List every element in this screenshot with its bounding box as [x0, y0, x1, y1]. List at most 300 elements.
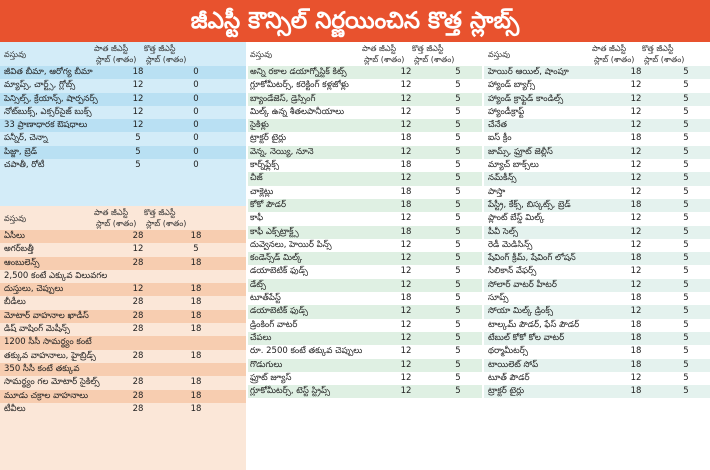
item-name: కోకో పౌడర్: [250, 199, 286, 210]
item-name: సోయా మిల్క్ డ్రింక్స్: [488, 306, 554, 317]
header-new-rate-unit: స్లాబ్ (శాతం): [644, 55, 685, 64]
item-name: పేస్ట్రీ, కేక్స్, బిస్కట్స్, బ్రెడ్: [488, 199, 571, 210]
new-rate: 5: [683, 386, 689, 397]
new-rate: 5: [455, 346, 461, 357]
table-row: [484, 385, 710, 398]
new-rate: 18: [190, 310, 202, 321]
table-row: [0, 243, 246, 256]
table-row: [0, 270, 246, 283]
old-rate: 18: [630, 359, 642, 370]
old-rate: 12: [400, 279, 412, 290]
new-rate: 5: [683, 293, 689, 304]
new-rate: 0: [193, 80, 199, 91]
old-rate: 12: [400, 173, 412, 184]
item-name: 2,500 కంటే ఎక్కువ విలువగల: [4, 270, 108, 281]
old-rate: 12: [630, 226, 642, 237]
item-name: కండెన్స్‌డ్ మిల్క్: [250, 253, 303, 264]
table-row: [248, 359, 482, 372]
table-row: [248, 226, 482, 239]
new-rate: 18: [190, 231, 202, 241]
item-name: టూత్ పౌడర్: [488, 372, 530, 383]
new-rate: 5: [455, 186, 461, 197]
old-rate: 28: [132, 324, 144, 335]
old-rate: 12: [630, 80, 642, 91]
new-rate: 5: [683, 359, 689, 370]
table-row: [248, 186, 482, 199]
item-name: అగర్‌బత్తీ: [4, 244, 34, 255]
old-rate: 12: [630, 372, 642, 383]
new-rate: 5: [683, 279, 689, 290]
item-name: చాక్లెట్లు: [250, 186, 274, 197]
header-new-rate: కొత్త జీఎస్టీ: [144, 44, 176, 53]
table-row: [484, 119, 710, 132]
old-rate: 28: [132, 231, 144, 241]
new-rate: 0: [193, 160, 199, 171]
table-row: [248, 279, 482, 292]
old-rate: 12: [630, 120, 642, 131]
table-row: [0, 159, 246, 172]
table-row: [484, 106, 710, 119]
table-row: [484, 132, 710, 145]
old-rate: 18: [132, 67, 144, 77]
item-name: ట్రాక్టర్ టైర్లు: [250, 133, 287, 144]
new-rate: 5: [455, 372, 461, 383]
item-name: కాఫీ ఎక్స్‌ట్రాక్ట్స్: [250, 226, 299, 237]
table-row: [248, 212, 482, 225]
item-name: పిజ్జా, బ్రెడ్: [4, 146, 38, 157]
table-row: [0, 363, 246, 376]
table-row: [484, 66, 710, 79]
header-old-rate-unit: స్లాబ్ (శాతం): [594, 55, 635, 64]
old-rate: 18: [630, 332, 642, 343]
old-rate: 18: [630, 293, 642, 304]
table-row: [484, 279, 710, 292]
item-name: మ్యాచ్ బాక్స్‌లు: [488, 160, 539, 171]
item-name: ఐస్ క్రీం: [488, 133, 512, 144]
header-new-rate: కొత్త జీఎస్టీ: [412, 44, 444, 53]
new-rate: 5: [683, 133, 689, 144]
page-title-banner: జీఎస్టీ కౌన్సిల్ నిర్ణయించిన కొత్త స్లాబ్స్: [0, 0, 710, 42]
item-name: హ్యాండీక్రాఫ్ట్: [488, 106, 525, 117]
table-row: [248, 319, 482, 332]
old-rate: 12: [400, 80, 412, 91]
middle-table: [248, 42, 482, 470]
item-name: ట్రాక్టర్ టైర్లు: [488, 386, 525, 397]
old-rate: 5: [135, 160, 141, 171]
old-rate: 18: [630, 386, 642, 397]
item-name: జీవిత బీమా, ఆరోగ్య బీమా: [4, 67, 93, 77]
header-old-rate-unit: స్లాబ్ (శాతం): [96, 219, 137, 228]
item-name: సోలార్ వాటర్ హీటర్: [488, 279, 557, 290]
new-rate: 5: [455, 306, 461, 317]
item-name: టీవీలు: [4, 403, 26, 414]
table-row: [0, 403, 246, 416]
new-rate: 5: [683, 226, 689, 237]
item-name: పీవీ సెల్స్: [488, 226, 519, 237]
table-row: [248, 345, 482, 358]
old-rate: 18: [630, 346, 642, 357]
table-row: [248, 252, 482, 265]
table-row: [0, 310, 246, 323]
table-row: [0, 106, 246, 119]
table-row: [248, 372, 482, 385]
item-name: మూడు చక్రాల వాహనాలు: [4, 390, 89, 401]
item-name: నోట్‌బుక్స్, ఎక్సర్‌సైజ్ బుక్స్: [4, 106, 92, 117]
new-rate: 5: [683, 160, 689, 171]
table-header: [0, 42, 246, 66]
item-name: దువ్వెనలు, హెయిర్ పిన్స్: [250, 239, 332, 250]
table-row: [248, 132, 482, 145]
new-rate: 5: [455, 80, 461, 91]
header-item: వస్తువు: [250, 50, 273, 59]
item-name: హ్యాండ్ క్రాఫ్టెడ్ కాండిల్స్: [488, 93, 564, 104]
table-header: [248, 42, 482, 66]
new-rate: 5: [455, 266, 461, 277]
old-rate: 12: [132, 244, 144, 255]
table-row: [248, 159, 482, 172]
table-row: [484, 186, 710, 199]
new-rate: 5: [455, 293, 461, 304]
table-row: [0, 66, 246, 79]
item-name: వెన్న, నెయ్యి, నూనె: [250, 146, 314, 157]
old-rate: 12: [132, 284, 144, 295]
header-new-rate: కొత్త జీఎస్టీ: [642, 44, 674, 53]
table-row: [484, 305, 710, 318]
table-row: [0, 376, 246, 389]
old-rate: 28: [132, 350, 144, 361]
new-rate: 5: [683, 67, 689, 77]
new-rate: 5: [455, 199, 461, 210]
old-rate: 12: [400, 253, 412, 264]
old-rate: 28: [132, 403, 144, 414]
item-name: మ్యాప్స్, చార్ట్స్, గ్లోబ్స్: [4, 80, 76, 91]
item-name: పెన్సిల్స్, క్రేయాన్స్, షార్పనర్స్: [4, 93, 98, 104]
table-row: [248, 239, 482, 252]
item-name: మిల్క్ ఉన్న శీతలపానీయాలు: [250, 106, 345, 117]
table-row: [484, 239, 710, 252]
item-name: కార్న్‌ఫ్లేక్స్: [250, 160, 280, 171]
new-rate: 0: [193, 120, 199, 131]
table-row: [248, 79, 482, 92]
old-rate: 12: [630, 239, 642, 250]
item-name: డయాబెటిక్ ఫుడ్స్: [250, 266, 308, 277]
table-row: [484, 292, 710, 305]
item-name: తక్కువ వాహనాలు, హైబ్రిడ్స్: [4, 350, 96, 361]
old-rate: 12: [400, 346, 412, 357]
table-row: [0, 336, 246, 349]
header-old-rate: పాత జీఎస్టీ: [592, 44, 627, 53]
header-new-rate-unit: స్లాబ్ (శాతం): [146, 55, 187, 64]
item-name: డేట్స్: [250, 279, 266, 290]
table-row: [484, 172, 710, 185]
new-rate: 5: [683, 199, 689, 210]
old-rate: 12: [400, 306, 412, 317]
item-name: చేనేత: [488, 120, 508, 131]
new-rate: 5: [683, 186, 689, 197]
new-rate: 18: [190, 257, 202, 268]
new-rate: 5: [455, 239, 461, 250]
old-rate: 28: [132, 297, 144, 308]
old-rate: 12: [630, 146, 642, 157]
new-rate: 5: [455, 173, 461, 184]
old-rate: 12: [400, 93, 412, 104]
item-name: టాల్కమ్ పౌడర్, ఫేస్ పౌడర్: [488, 319, 580, 330]
item-name: రూ. 2500 కంటే తక్కువ చెప్పులు: [250, 346, 363, 357]
new-rate: 5: [683, 213, 689, 224]
table-row: [0, 283, 246, 296]
new-rate: 5: [455, 279, 461, 290]
item-name: పాస్తా: [488, 186, 506, 197]
old-rate: 18: [630, 67, 642, 77]
new-rate: 5: [683, 93, 689, 104]
old-rate: 18: [630, 133, 642, 144]
old-rate: 12: [400, 372, 412, 383]
table-row: [0, 119, 246, 132]
item-name: హ్యాండ్ బ్యాగ్స్: [488, 80, 536, 91]
table-row: [248, 119, 482, 132]
item-name: ఫ్రూట్ జ్యూస్: [250, 372, 292, 383]
new-rate: 5: [455, 106, 461, 117]
table-row: [484, 319, 710, 332]
old-rate: 12: [630, 106, 642, 117]
item-name: పన్నీర్, చెన్నా: [4, 133, 48, 144]
header-old-rate: పాత జీఎస్టీ: [94, 44, 129, 53]
table-row: [484, 332, 710, 345]
table-row: [0, 93, 246, 106]
new-rate: 5: [683, 120, 689, 131]
item-name: గొడుగులు: [250, 359, 283, 370]
item-name: 350 సీసీ కంటే తక్కువ: [4, 363, 80, 374]
table-row: [484, 146, 710, 159]
item-name: గ్లూకోమీటర్స్, కరెక్టింగ్ కళ్లజోళ్లు: [250, 80, 349, 91]
table-row: [248, 93, 482, 106]
old-rate: 18: [400, 293, 412, 304]
item-name: హెయిర్ ఆయిల్, షాంపూ: [488, 67, 569, 77]
table-row: [0, 132, 246, 145]
new-rate: 18: [190, 377, 202, 388]
new-rate: 18: [190, 297, 202, 308]
new-rate: 5: [683, 80, 689, 91]
item-name: టూత్‌పేస్ట్: [250, 293, 281, 304]
new-rate: 5: [683, 239, 689, 250]
new-rate: 5: [683, 173, 689, 184]
new-rate: 5: [455, 160, 461, 171]
item-name: మోటార్ వాహనాల ఖాడీస్: [4, 310, 89, 321]
item-name: సిలికాన్ వేఫర్స్: [488, 266, 537, 277]
item-name: డయాబెటిక్ ఫుడ్స్: [250, 306, 308, 317]
new-rate: 5: [683, 306, 689, 317]
table-row: [0, 79, 246, 92]
table-row: [248, 172, 482, 185]
old-rate: 12: [400, 213, 412, 224]
table-row: [484, 212, 710, 225]
item-name: సైకిళ్లు: [250, 120, 269, 131]
table-row: [0, 257, 246, 270]
item-name: కాఫీ: [250, 213, 264, 224]
table-row: [248, 199, 482, 212]
old-rate: 12: [630, 213, 642, 224]
old-rate: 12: [400, 266, 412, 277]
new-rate: 5: [455, 332, 461, 343]
old-rate: 12: [400, 332, 412, 343]
old-rate: 18: [400, 133, 412, 144]
old-rate: 12: [132, 106, 144, 117]
table-row: [248, 265, 482, 278]
header-old-rate-unit: స్లాబ్ (శాతం): [96, 55, 137, 64]
item-name: డ్రింకింగ్ వాటర్: [250, 319, 298, 330]
table-row: [0, 390, 246, 403]
header-old-rate: పాత జీఎస్టీ: [362, 44, 397, 53]
item-name: టేబుల్ కోకో కోల వాటర్: [488, 332, 565, 343]
item-name: నమ్‌కీన్స్: [488, 173, 517, 184]
new-rate: 5: [683, 146, 689, 157]
new-rate: 18: [190, 350, 202, 361]
new-rate: 5: [683, 372, 689, 383]
old-rate: 18: [400, 199, 412, 210]
header-new-rate: కొత్త జీఎస్టీ: [144, 208, 176, 217]
table-row: [484, 199, 710, 212]
old-rate: 12: [630, 306, 642, 317]
old-rate: 12: [400, 120, 412, 131]
item-name: అన్ని రకాల డయాగ్నోస్టిక్ కిట్స్: [250, 67, 347, 77]
item-name: చపాతీ, రోటీ: [4, 160, 45, 171]
table-row: [248, 292, 482, 305]
old-rate: 28: [132, 310, 144, 321]
table-row: [248, 66, 482, 79]
old-rate: 5: [135, 146, 141, 157]
item-name: ఏసీలు: [4, 231, 25, 241]
new-rate: 5: [455, 67, 461, 77]
item-name: చేపలు: [250, 332, 272, 343]
new-rate: 0: [193, 93, 199, 104]
table-row: [484, 265, 710, 278]
item-name: షేవింగ్ క్రీమ్, షేవింగ్ లోషన్: [488, 253, 576, 264]
header-old-rate: పాత జీఎస్టీ: [94, 208, 129, 217]
table-row: [484, 359, 710, 372]
old-rate: 12: [630, 93, 642, 104]
new-rate: 18: [190, 403, 202, 414]
old-rate: 12: [132, 120, 144, 131]
table-row: [484, 372, 710, 385]
right-table: [484, 42, 710, 470]
table-row: [484, 345, 710, 358]
header-new-rate-unit: స్లాబ్ (శాతం): [146, 219, 187, 228]
table-row: [484, 79, 710, 92]
new-rate: 5: [455, 213, 461, 224]
left-bottom-table: [0, 206, 246, 470]
table-row: [484, 252, 710, 265]
new-rate: 5: [683, 253, 689, 264]
item-name: టాయిలెట్ సోప్: [488, 359, 539, 370]
table-row: [248, 385, 482, 398]
new-rate: 5: [455, 226, 461, 237]
new-rate: 5: [193, 244, 199, 255]
new-rate: 0: [193, 106, 199, 117]
table-row: [0, 350, 246, 363]
item-name: సూప్స్: [488, 293, 509, 304]
new-rate: 18: [190, 324, 202, 335]
old-rate: 28: [132, 390, 144, 401]
item-name: 33 ప్రాణాధారక ఔషధాలు: [4, 120, 88, 131]
new-rate: 18: [190, 284, 202, 295]
item-name: సామర్థ్యం గల మోటార్ సైకిల్స్: [4, 377, 100, 388]
new-rate: 5: [455, 253, 461, 264]
new-rate: 5: [455, 319, 461, 330]
table-header: [0, 206, 246, 230]
old-rate: 12: [400, 386, 412, 397]
table-row: [248, 106, 482, 119]
old-rate: 28: [132, 257, 144, 268]
new-rate: 0: [193, 146, 199, 157]
old-rate: 18: [400, 226, 412, 237]
table-row: [484, 159, 710, 172]
old-rate: 28: [132, 377, 144, 388]
header-new-rate-unit: స్లాబ్ (శాతం): [414, 55, 455, 64]
item-name: గ్లూకోమీటర్స్, టెస్ట్ స్ట్రిప్స్: [250, 386, 331, 397]
left-top-table: [0, 42, 246, 206]
old-rate: 12: [630, 173, 642, 184]
old-rate: 18: [400, 160, 412, 171]
new-rate: 5: [683, 332, 689, 343]
old-rate: 12: [630, 266, 642, 277]
old-rate: 12: [400, 359, 412, 370]
new-rate: 5: [683, 266, 689, 277]
old-rate: 12: [630, 186, 642, 197]
new-rate: 5: [455, 93, 461, 104]
old-rate: 18: [630, 253, 642, 264]
new-rate: 5: [683, 346, 689, 357]
table-row: [484, 226, 710, 239]
item-name: బ్యాండేజెస్, డ్రెస్సింగ్: [250, 93, 316, 104]
table-row: [248, 146, 482, 159]
table-header: [484, 42, 710, 66]
table-row: [484, 93, 710, 106]
item-name: ఆంబులెన్స్: [4, 257, 40, 268]
item-name: జామ్స్, ఫ్రూట్ జెల్లీస్: [488, 146, 553, 157]
item-name: చీజ్: [250, 173, 263, 184]
new-rate: 5: [455, 386, 461, 397]
old-rate: 12: [400, 146, 412, 157]
old-rate: 12: [132, 80, 144, 91]
header-item: వస్తువు: [4, 214, 27, 223]
old-rate: 18: [630, 319, 642, 330]
header-old-rate-unit: స్లాబ్ (శాతం): [364, 55, 405, 64]
old-rate: 18: [400, 186, 412, 197]
table-row: [248, 332, 482, 345]
old-rate: 12: [400, 319, 412, 330]
old-rate: 5: [135, 133, 141, 144]
table-row: [0, 230, 246, 243]
new-rate: 5: [683, 106, 689, 117]
old-rate: 12: [630, 160, 642, 171]
old-rate: 12: [400, 239, 412, 250]
old-rate: 12: [400, 67, 412, 77]
table-row: [0, 146, 246, 159]
old-rate: 12: [400, 106, 412, 117]
table-row: [0, 323, 246, 336]
new-rate: 0: [193, 67, 199, 77]
header-item: వస్తువు: [4, 50, 27, 59]
item-name: దుస్తులు, చెప్పులు: [4, 284, 64, 295]
item-name: డిష్ వాషింగ్ మెషీన్స్: [4, 324, 70, 335]
old-rate: 12: [630, 279, 642, 290]
new-rate: 5: [455, 133, 461, 144]
new-rate: 0: [193, 133, 199, 144]
item-name: బీడీలు: [4, 297, 26, 308]
item-name: ప్లాంట్ బేస్డ్ మిల్క్: [488, 213, 545, 224]
new-rate: 5: [455, 359, 461, 370]
new-rate: 5: [683, 319, 689, 330]
